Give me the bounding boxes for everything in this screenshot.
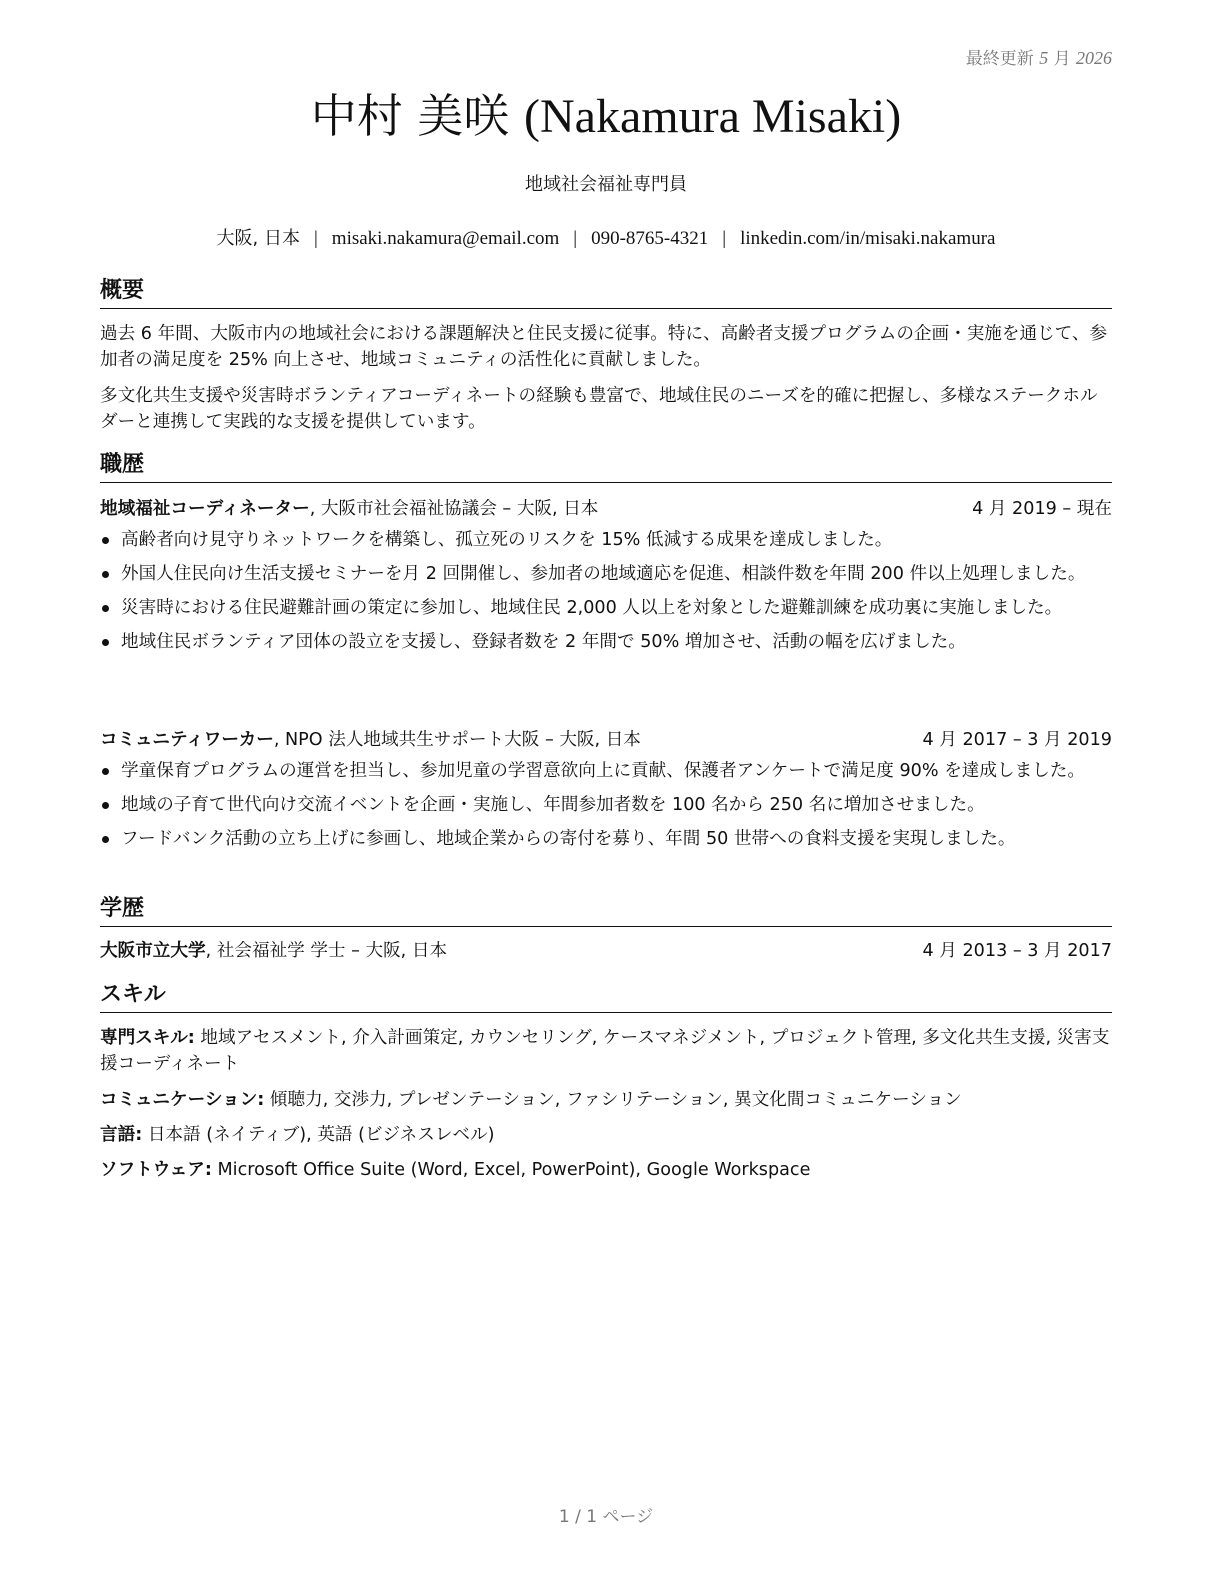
headline: 地域社会福祉専門員 — [525, 174, 687, 195]
skill-line-communication — [100, 1087, 1112, 1113]
bullet-text: 学童保育プログラムの運営を担当し、参加児童の学習意欲向上に貢献、保護者アンケートで満足度 90% を達成しました。 — [121, 761, 1085, 781]
education-detail: , 社会福祉学 学士 – 大阪, 日本 — [205, 941, 448, 961]
contact-separator: | — [573, 228, 578, 249]
education-school: 大阪市立大学 — [100, 941, 206, 961]
bullet-dot — [102, 639, 109, 646]
job-organization: , 大阪市社会福祉協議会 – 大阪, 日本 — [309, 499, 599, 519]
skill-value: Microsoft Office Suite (Word, Excel, PowerPoint), Google Workspace — [211, 1160, 811, 1180]
education-dates: 4 月 2013 – 3 月 2017 — [922, 941, 1112, 961]
job-header — [100, 727, 1112, 753]
bullet-item — [100, 758, 1112, 784]
last-updated-prefix: 最終更新 — [965, 49, 1034, 69]
bullet-item — [100, 826, 1112, 852]
skill-label: コミュニケーション: — [100, 1090, 265, 1110]
contact-separator: | — [313, 228, 318, 249]
last-updated-month: 5 — [1039, 48, 1049, 68]
job-bullets — [100, 527, 1112, 663]
section-title-skills: スキル — [100, 982, 1112, 1013]
skill-label: ソフトウェア: — [100, 1160, 212, 1180]
education-entry — [100, 938, 1112, 964]
name-latin: (Nakamura Misaki) — [524, 90, 902, 143]
contact-line — [100, 224, 1112, 250]
bullet-text: 外国人住民向け生活支援セミナーを月 2 回開催し、参加者の地域適応を促進、相談件数を年間 200 件以上処理しました。 — [121, 564, 1086, 584]
skill-value: 日本語 (ネイティブ), 英語 (ビジネスレベル) — [142, 1125, 495, 1145]
contact-phone[interactable]: 090-8765-4321 — [591, 228, 709, 249]
bullet-dot — [102, 605, 109, 612]
contact-linkedin[interactable]: linkedin.com/in/misaki.nakamura — [740, 228, 996, 249]
skill-label: 言語: — [100, 1125, 143, 1145]
job-dates: 4 月 2017 – 3 月 2019 — [922, 730, 1112, 750]
job-role: 地域福祉コーディネーター — [100, 499, 310, 519]
bullet-text: 高齢者向け見守りネットワークを構築し、孤立死のリスクを 15% 低減する成果を達成しました。 — [121, 530, 893, 550]
bullet-text: フードバンク活動の立ち上げに参画し、地域企業からの寄付を募り、年間 50 世帯への食料支援を実現しました。 — [121, 829, 1016, 849]
skill-value: 地域アセスメント, 介入計画策定, カウンセリング, ケースマネジメント, プロジェクト管理, 多文化共生支援, 災害支援コーディネート — [100, 1028, 1110, 1074]
contact-separator: | — [722, 228, 727, 249]
skill-label: 専門スキル: — [100, 1028, 195, 1048]
person-name — [100, 86, 1112, 147]
bullet-item — [100, 629, 1112, 655]
bullet-text: 災害時における住民避難計画の策定に参加し、地域住民 2,000 人以上を対象とした避難訓練を成功裏に実施しました。 — [121, 598, 1063, 618]
bullet-text: 地域の子育て世代向け交流イベントを企画・実施し、年間参加者数を 100 名から 250 名に増加させました。 — [121, 795, 985, 815]
bullet-dot — [102, 802, 109, 809]
bullet-item — [100, 561, 1112, 587]
last-updated — [966, 44, 1112, 69]
resume-page — [100, 0, 1112, 1584]
skill-line-languages — [100, 1122, 1112, 1148]
job-role: コミュニティワーカー — [100, 730, 274, 750]
skill-line-professional — [100, 1025, 1112, 1077]
bullet-dot — [102, 571, 109, 578]
section-title-experience: 職歴 — [100, 452, 1112, 483]
last-updated-year: 2026 — [1076, 48, 1112, 68]
page-indicator: 1 / 1 ページ — [558, 1507, 654, 1527]
last-updated-month-unit: 月 — [1053, 49, 1071, 69]
bullet-item — [100, 595, 1112, 621]
bullet-item — [100, 792, 1112, 818]
bullet-item — [100, 527, 1112, 553]
job-header — [100, 496, 1112, 522]
contact-email[interactable]: misaki.nakamura@email.com — [331, 228, 560, 249]
contact-location: 大阪, 日本 — [216, 228, 300, 249]
job-dates: 4 月 2019 – 現在 — [972, 499, 1112, 519]
bullet-text: 地域住民ボランティア団体の設立を支援し、登録者数を 2 年間で 50% 増加させ、活動の幅を広げました。 — [121, 632, 966, 652]
bullet-dot — [102, 537, 109, 544]
job-organization: , NPO 法人地域共生サポート大阪 – 大阪, 日本 — [273, 730, 641, 750]
skill-line-software — [100, 1157, 1112, 1183]
section-title-education: 学歴 — [100, 896, 1112, 927]
section-title-summary: 概要 — [100, 278, 1112, 309]
skill-value: 傾聴力, 交渉力, プレゼンテーション, ファシリテーション, 異文化間コミュニケーション — [264, 1090, 962, 1110]
bullet-dot — [102, 768, 109, 775]
summary-paragraph-2: 多文化共生支援や災害時ボランティアコーディネートの経験も豊富で、地域住民のニーズを的確に把握し、多様なステークホルダーと連携して実践的な支援を提供しています。 — [100, 386, 1098, 432]
summary-paragraph-1: 過去 6 年間、大阪市内の地域社会における課題解決と住民支援に従事。特に、高齢者支援プログラムの企画・実施を通じて、参加者の満足度を 25% 向上させ、地域コミュニティの活性化に貢献しました。 — [100, 324, 1108, 370]
name-japanese: 中村 美咲 — [310, 89, 510, 143]
job-bullets — [100, 758, 1112, 860]
bullet-dot — [102, 836, 109, 843]
